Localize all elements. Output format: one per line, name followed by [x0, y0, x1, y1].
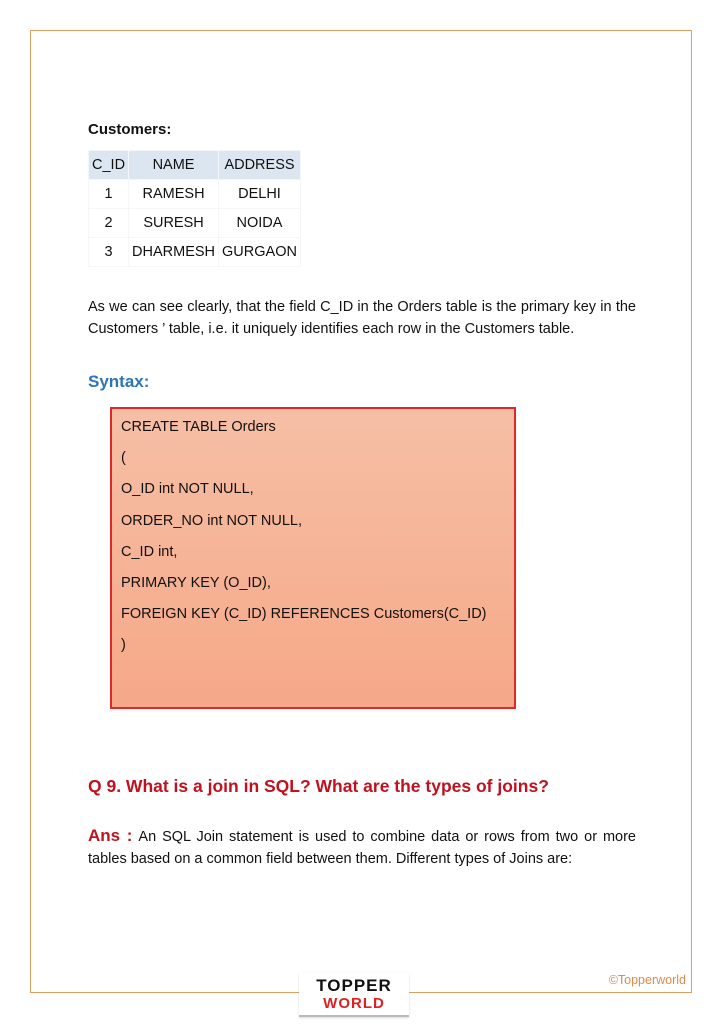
table-cell: 2	[89, 209, 129, 238]
code-line: CREATE TABLE Orders	[121, 419, 276, 435]
table-cell: 1	[89, 180, 129, 209]
code-block	[110, 407, 516, 709]
table-cell: RAMESH	[129, 180, 219, 209]
syntax-heading: Syntax:	[88, 372, 150, 391]
table-row	[89, 209, 301, 238]
table-cell: 3	[89, 238, 129, 267]
table-cell: NOIDA	[219, 209, 301, 238]
code-line: PRIMARY KEY (O_ID),	[121, 574, 271, 591]
customers-table	[88, 150, 301, 267]
customers-table-caption: Customers:	[88, 121, 172, 138]
question-heading: Q 9. What is a join in SQL? What are the types of joins?	[88, 776, 549, 796]
code-line: C_ID int,	[121, 543, 178, 560]
primary-key-explanation: As we can see clearly, that the field C_ID in the Orders table is the primary key in the Customers ’ table, i.e. it uniquely identifies each row in the Customers table.	[88, 299, 636, 337]
topperworld-logo	[299, 973, 409, 1017]
column-header: C_ID	[89, 151, 129, 180]
logo-text-top: TOPPER	[316, 976, 392, 995]
copyright-text: ©Topperworld	[608, 973, 686, 987]
column-header: ADDRESS	[219, 151, 301, 180]
table-row	[89, 180, 301, 209]
table-header-row	[89, 151, 301, 180]
code-line: O_ID int NOT NULL,	[121, 481, 254, 498]
table-cell: DELHI	[219, 180, 301, 209]
code-line: ORDER_NO int NOT NULL,	[121, 512, 303, 529]
answer-label: Ans :	[88, 826, 133, 845]
code-line: (	[121, 450, 126, 467]
logo-text-bottom: WORLD	[323, 995, 385, 1012]
table-cell: GURGAON	[219, 238, 301, 267]
table-cell: SURESH	[129, 209, 219, 238]
table-row	[89, 238, 301, 267]
table-cell: DHARMESH	[129, 238, 219, 267]
code-line: FOREIGN KEY (C_ID) REFERENCES Customers(C_ID)	[121, 606, 487, 623]
column-header: NAME	[129, 151, 219, 180]
answer-paragraph	[88, 825, 636, 870]
answer-text: An SQL Join statement is used to combine data or rows from two or more tables based on a common field between them. Different types of Joins are:	[88, 829, 636, 867]
code-line: )	[121, 637, 126, 654]
